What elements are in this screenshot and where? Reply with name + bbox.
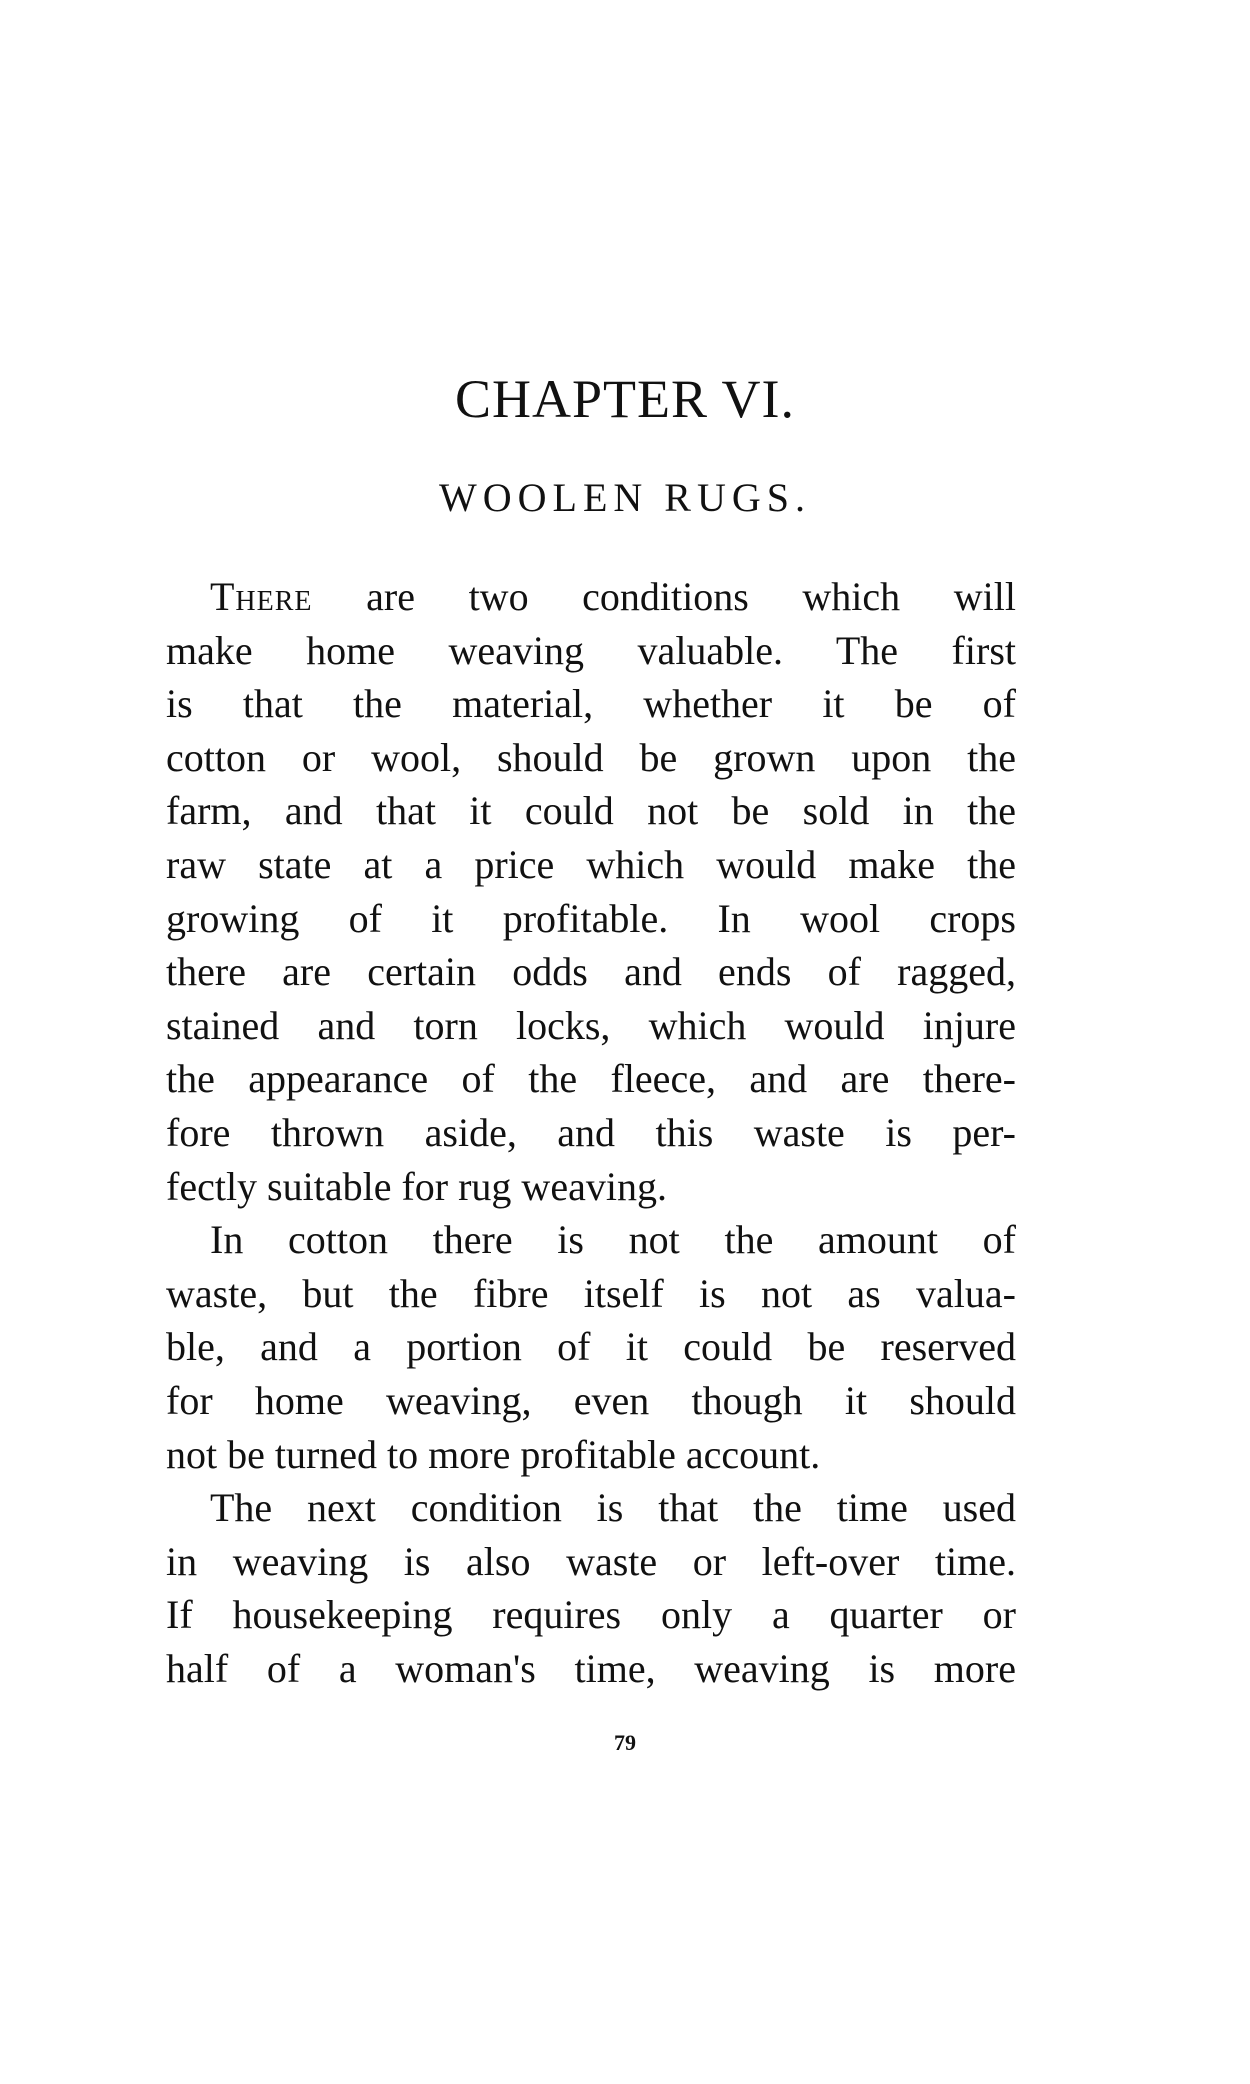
text-line: There are two conditions which will <box>210 574 1016 619</box>
text-line: in weaving is also waste or left-over time. <box>166 1538 1016 1584</box>
text-line: waste, but the fibre itself is not as valua- <box>166 1270 1016 1316</box>
text-line: make home weaving valuable. The first <box>166 627 1016 673</box>
text-line: not be turned to more profitable account. <box>166 1431 821 1477</box>
paragraph-3 <box>166 1481 1016 1695</box>
text-line: half of a woman's time, weaving is more <box>166 1645 1016 1691</box>
text-line: the appearance of the fleece, and are there- <box>166 1056 1016 1102</box>
chapter-subtitle: WOOLEN RUGS. <box>439 475 811 520</box>
text-line: is that the material, whether it be of <box>166 681 1016 727</box>
page-number: 79 <box>614 1730 636 1755</box>
text-line: cotton or wool, should be grown upon the <box>166 734 1016 780</box>
text-line: stained and torn locks, which would injure <box>166 1002 1016 1048</box>
text-line: growing of it profitable. In wool crops <box>166 895 1016 941</box>
body-text <box>166 570 1016 1695</box>
text-line: there are certain odds and ends of ragged, <box>166 949 1016 995</box>
text-line: for home weaving, even though it should <box>166 1377 1016 1423</box>
paragraph-2 <box>166 1213 1016 1481</box>
text-line: fectly suitable for rug weaving. <box>166 1163 667 1209</box>
text-line: The next condition is that the time used <box>210 1485 1016 1531</box>
paragraph-1 <box>166 570 1016 1213</box>
text-line: fore thrown aside, and this waste is per- <box>166 1109 1016 1155</box>
text-line: ble, and a portion of it could be reserved <box>166 1324 1016 1370</box>
text-line: If housekeeping requires only a quarter or <box>166 1592 1016 1638</box>
chapter-title: CHAPTER VI. <box>454 369 796 429</box>
text-line: farm, and that it could not be sold in the <box>166 788 1016 834</box>
lead-word: There <box>210 574 313 619</box>
text-line: raw state at a price which would make the <box>166 841 1016 887</box>
text-line: In cotton there is not the amount of <box>210 1217 1016 1263</box>
